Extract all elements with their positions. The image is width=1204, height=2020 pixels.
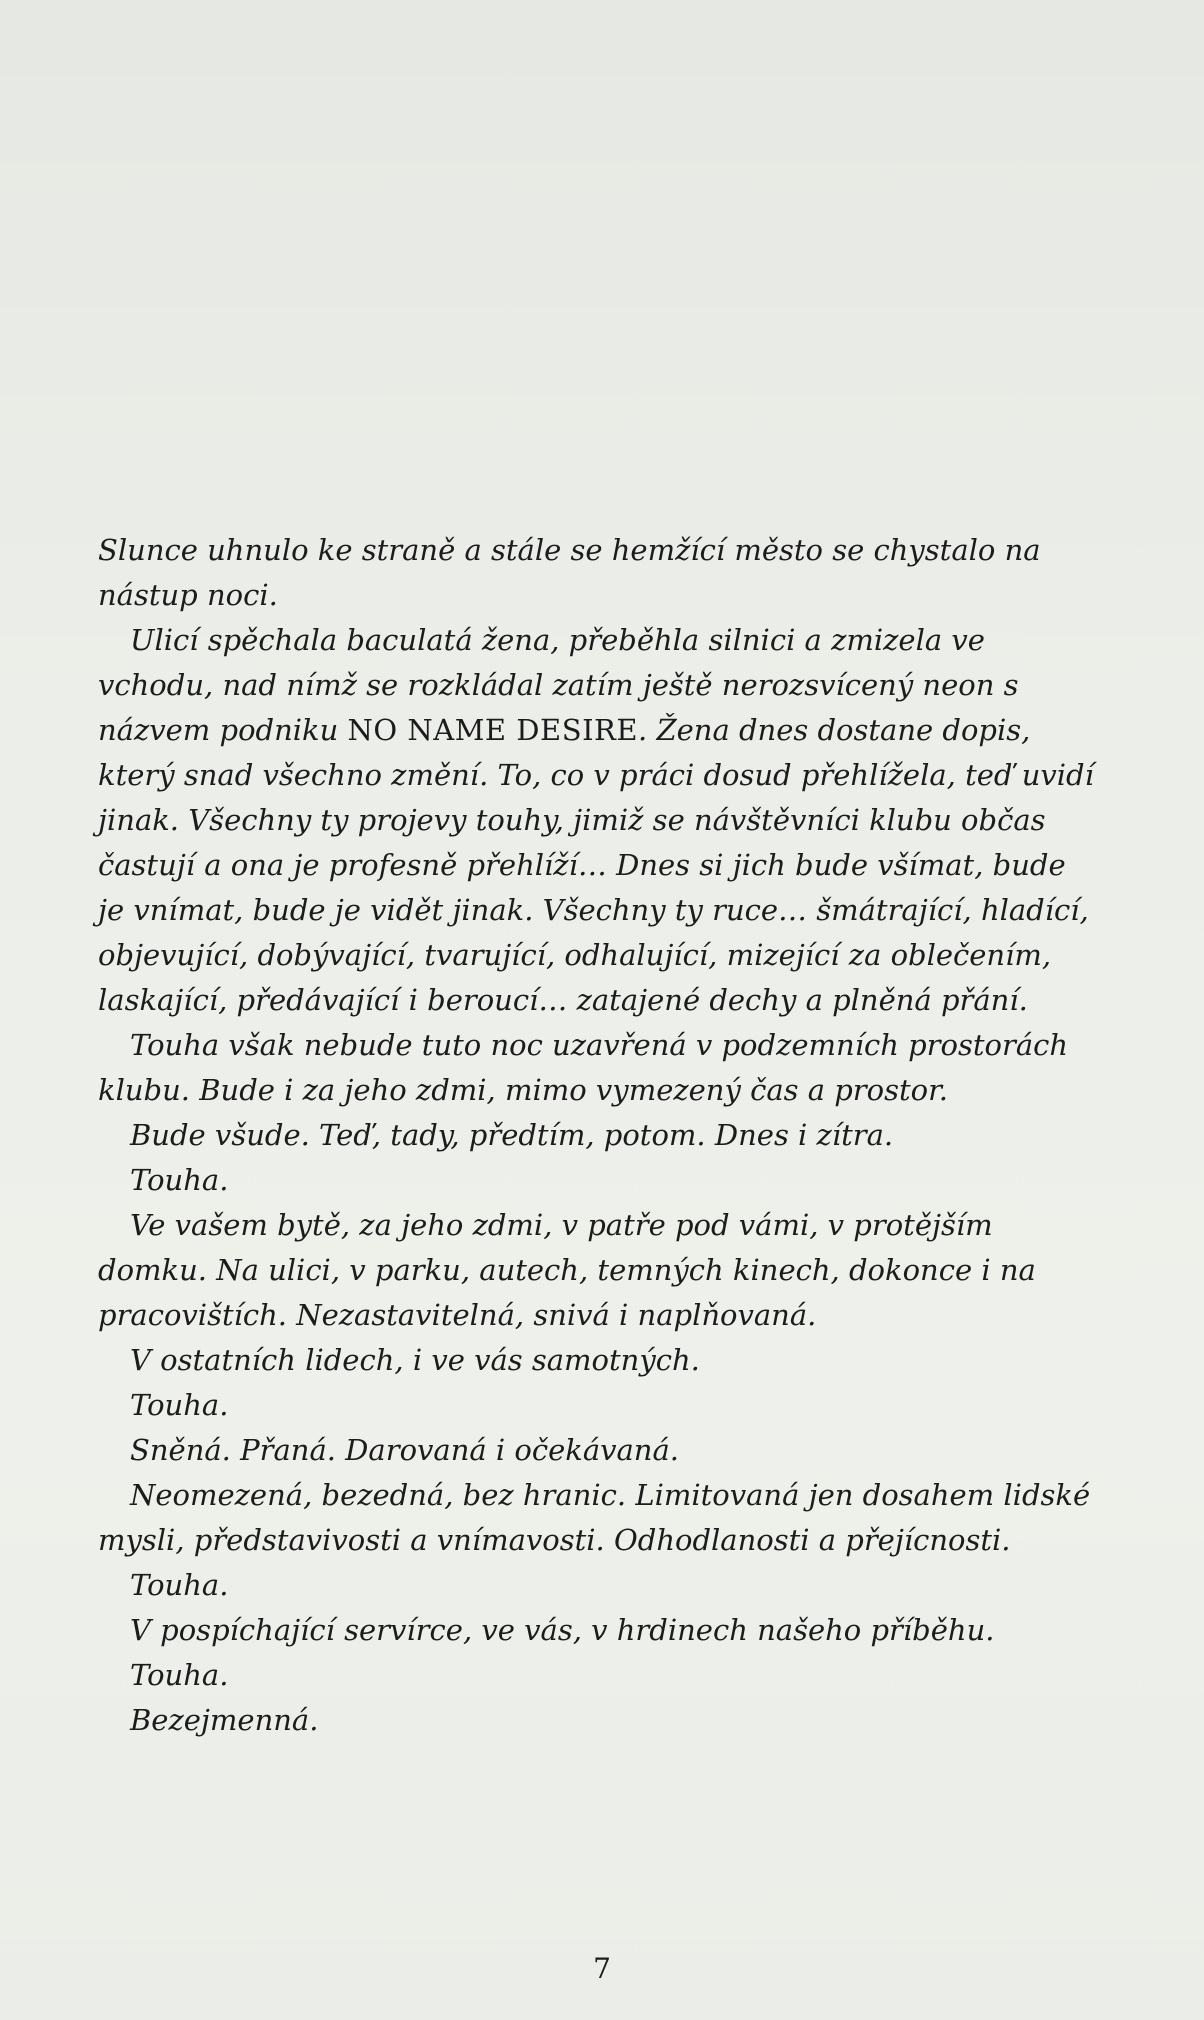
paragraph: V pospíchající servírce, ve vás, v hrdinech našeho příběhu. bbox=[130, 1613, 995, 1647]
paragraph: Touha. bbox=[130, 1658, 229, 1692]
page-number: 7 bbox=[593, 1952, 611, 1985]
body-text bbox=[98, 528, 1098, 1743]
paragraph bbox=[98, 618, 1098, 1023]
paragraph: V ostatních lidech, i ve vás samotných. bbox=[130, 1343, 700, 1377]
paragraph: Slunce uhnulo ke straně a stále se hemžící město se chystalo na nástup noci. bbox=[98, 533, 1041, 612]
paragraph: Bude všude. Teď, tady, předtím, potom. Dnes i zítra. bbox=[130, 1118, 894, 1152]
paragraph-text: Ulicí spěchala baculatá žena, přeběhla silnici a zmizela ve vchodu, nad nímž se rozkládal zatím ještě nerozsvícený neon s názvem podniku bbox=[98, 623, 1019, 747]
paragraph: Bezejmenná. bbox=[130, 1703, 319, 1737]
paragraph: Sněná. Přaná. Darovaná i očekávaná. bbox=[130, 1433, 679, 1467]
paragraph: Ve vašem bytě, za jeho zdmi, v patře pod vámi, v protějším domku. Na ulici, v parku, autech, temných kinech, dokonce i na pracovištích. Nezastavitelná, snivá i naplňovaná. bbox=[98, 1208, 1036, 1332]
paragraph-text: . Žena dnes dostane dopis, který snad všechno změní. To, co v práci dosud přehlížela, teď uvidí jinak. Všechny ty projevy touhy, jimiž se návštěvníci klubu občas častují a ona je profesně přehlíží… Dnes si jich bude všímat, bude je vnímat, bude je vidět jinak. Všechny ty ruce… šmátrající, hladící, objevující, dobývající, tvarující, odhalující, mizející za oblečením, laskající, předávající i beroucí… zatajené dechy a plněná přání. bbox=[98, 713, 1094, 1017]
paragraph: Touha. bbox=[130, 1568, 229, 1602]
club-name: NO NAME DESIRE bbox=[347, 713, 639, 747]
paragraph: Neomezená, bezedná, bez hranic. Limitovaná jen dosahem lidské mysli, představivosti a vnímavosti. Odhodlanosti a přejícnosti. bbox=[98, 1478, 1091, 1557]
paragraph: Touha. bbox=[130, 1163, 229, 1197]
paragraph: Touha však nebude tuto noc uzavřená v podzemních prostorách klubu. Bude i za jeho zdmi, mimo vymezený čas a prostor. bbox=[98, 1028, 1069, 1107]
paragraph: Touha. bbox=[130, 1388, 229, 1422]
